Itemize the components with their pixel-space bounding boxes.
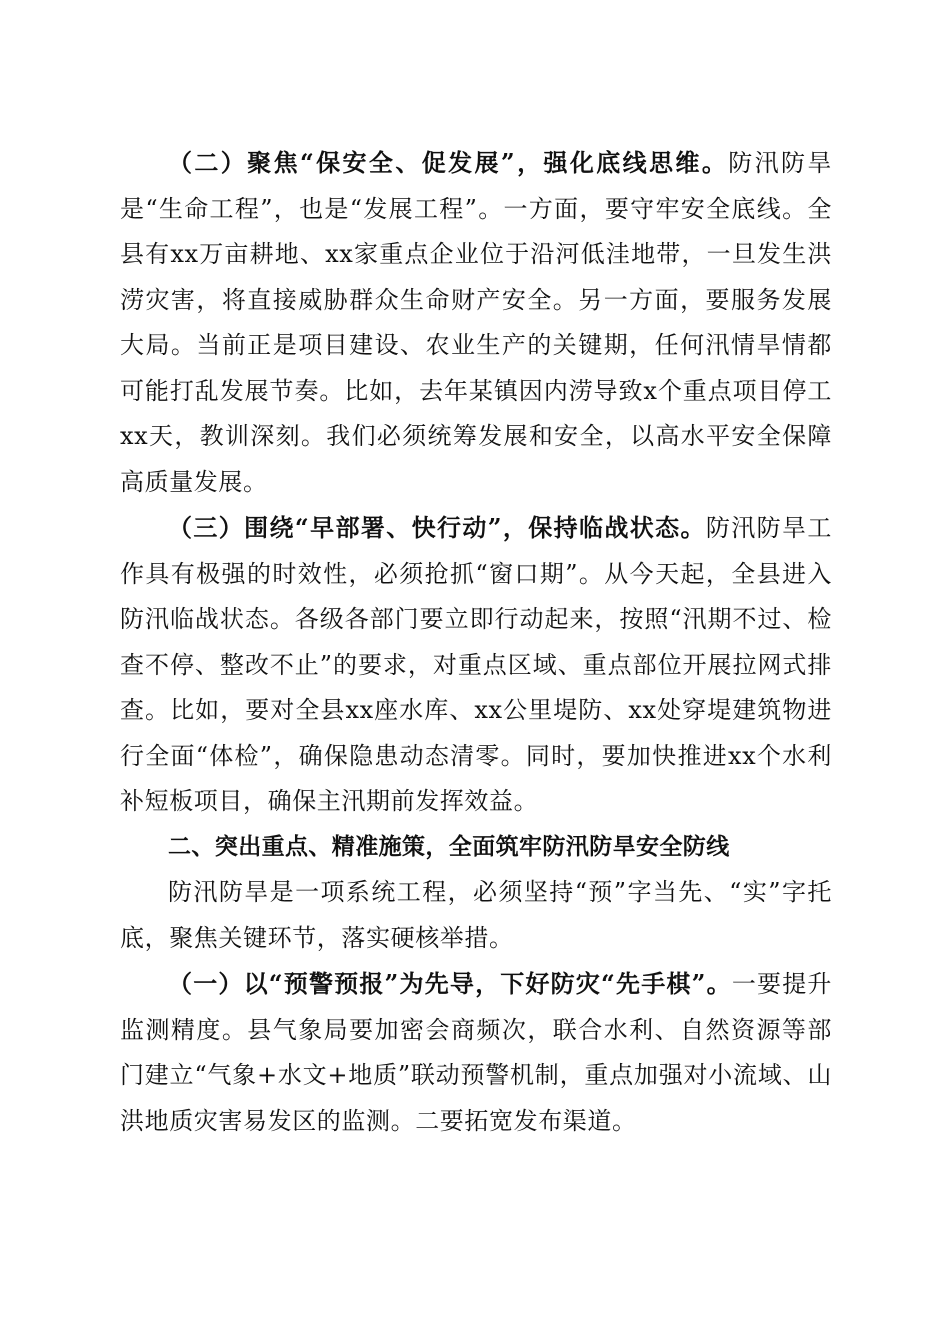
paragraph-text: 防汛防旱是“生命工程”，也是“发展工程”。一方面，要守牢安全底线。全县有xx万亩耕地、xx家重点企业位于沿河低洼地带，一旦发生洪涝灾害，将直接威胁群众生命财产安全。另一方面，要服务发展大局。当前正是项目建设、农业生产的关键期，任何汛情旱情都可能打乱发展节奏。比如，去年某镇因内涝导致x个重点项目停工xx天，教训深刻。我们必须统筹发展和安全，以高水平安全保障高质量发展。 [120,149,832,496]
document-body [120,140,832,1144]
paragraph-early-deployment [120,505,832,825]
paragraph-text: 一要提升监测精度。县气象局要加密会商频次，联合水利、自然资源等部门建立“气象+水文+地质”联动预警机制，重点加强对小流域、山洪地质灾害易发区的监测。二要拓宽发布渠道。 [120,970,832,1135]
paragraph-text: 防汛防旱工作具有极强的时效性，必须抢抓“窗口期”。从今天起，全县进入防汛临战状态。各级各部门要立即行动起来，按照“汛期不过、检查不停、整改不止”的要求，对重点区域、重点部位开展拉网式排查。比如，要对全县xx座水库、xx公里堤防、xx处穿堤建筑物进行全面“体检”，确保隐患动态清零。同时，要加快推进xx个水利补短板项目，确保主汛期前发挥效益。 [120,514,832,815]
paragraph-ensure-safety [120,140,832,505]
section-heading: 二、突出重点、精准施策，全面筑牢防汛防旱安全防线 [168,833,730,860]
paragraph-lead: （二）聚焦“保安全、促发展”，强化底线思维。 [168,148,729,177]
paragraph-early-warning [120,961,832,1144]
paragraph-intro: 防汛防旱是一项系统工程，必须坚持“预”字当先、“实”字托底，聚焦关键环节，落实硬核举措。 [120,878,832,952]
paragraph-lead: （一）以“预警预报”为先导，下好防灾“先手棋”。 [168,969,732,998]
paragraph-lead: （三）围绕“早部署、快行动”，保持临战状态。 [168,513,706,542]
